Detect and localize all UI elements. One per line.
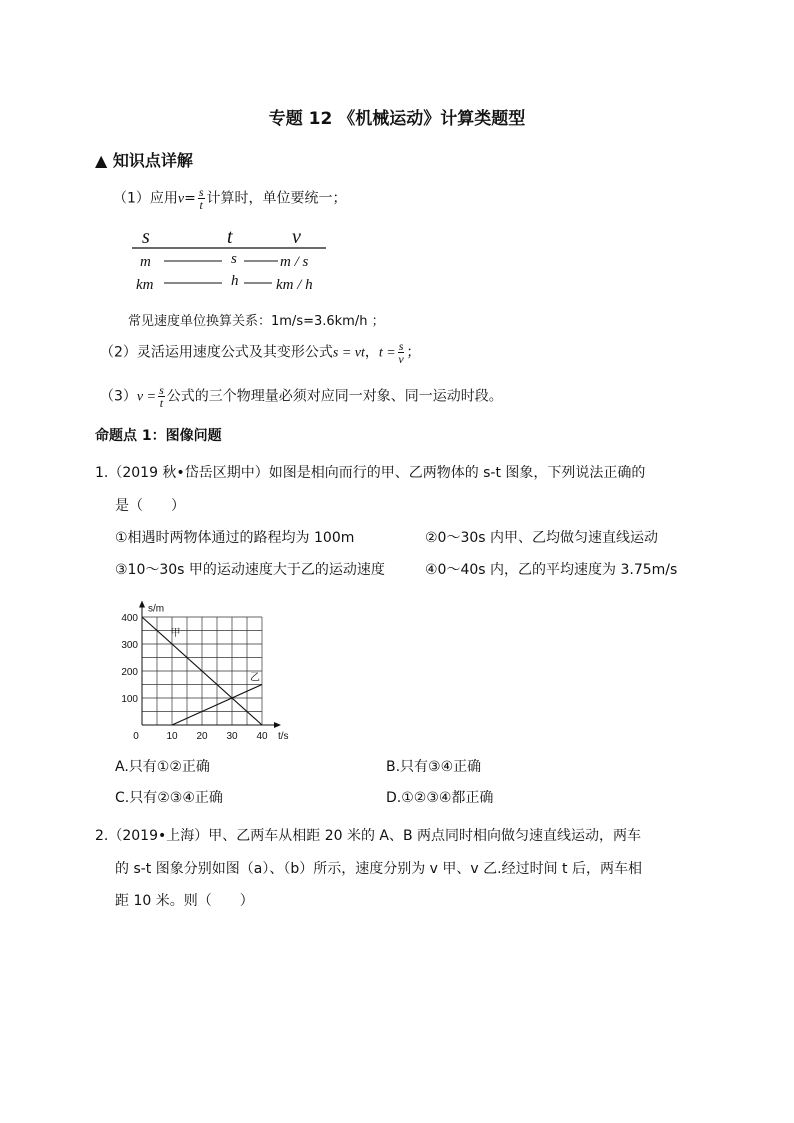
- point-3: [100, 384, 503, 409]
- q1-statement-3: ③10～30s 甲的运动速度大于乙的运动速度: [115, 562, 385, 578]
- fraction-denominator: v: [398, 352, 404, 366]
- series-label-jia: 甲: [170, 627, 181, 639]
- point-3-suffix: 公式的三个物理量必须对应同一对象、同一运动时段。: [166, 388, 503, 405]
- units-header-s: s: [142, 226, 150, 248]
- point-1-eq: =: [184, 190, 196, 207]
- point-2: [100, 340, 420, 365]
- x-axis-arrow: [274, 722, 281, 728]
- units-row1-s: m: [140, 254, 151, 270]
- q1-option-b[interactable]: B.只有③④正确: [386, 759, 482, 775]
- units-header-v: v: [292, 226, 301, 248]
- q1-stem-line2: 是（ ）: [115, 498, 185, 514]
- y-axis-arrow: [139, 601, 145, 608]
- x-tick-label: 40: [256, 731, 268, 742]
- point-1-suffix: 计算时，单位要统一；: [206, 190, 347, 207]
- y-tick-label: 400: [121, 613, 138, 624]
- x-tick-label: 10: [166, 731, 178, 742]
- x-tick-label: 20: [196, 731, 208, 742]
- fraction-denominator: t: [159, 396, 164, 410]
- conversion-note: 常见速度单位换算关系：1m/s=3.6km/h ；: [128, 314, 385, 329]
- q1-stem-line1: 1.（2019 秋•岱岳区期中）如图是相向而行的甲、乙两物体的 s-t 图象，下列说法正确的: [95, 465, 646, 481]
- q1-statement-2: ②0～30s 内甲、乙均做匀速直线运动: [425, 530, 659, 546]
- x-tick-label: 30: [226, 731, 238, 742]
- point-3-v: v =: [136, 389, 157, 405]
- units-table: [130, 222, 330, 294]
- q1-option-a[interactable]: A.只有①②正确: [115, 759, 210, 775]
- q1-option-c[interactable]: C.只有②③④正确: [115, 790, 223, 806]
- fraction-denominator: t: [199, 198, 203, 212]
- section-heading: ▲ 知识点详解: [95, 151, 193, 170]
- q2-line2: 的 s-t 图象分别如图（a）、（b）所示，速度分别为 v 甲、v 乙.经过时间 t 后，两车相: [115, 861, 642, 877]
- point-3-fraction: [158, 384, 165, 409]
- y-tick-label: 100: [121, 694, 138, 705]
- point-1-fraction: [198, 186, 205, 211]
- units-row1-v: m / s: [280, 254, 309, 270]
- y-tick-label: 200: [121, 667, 138, 678]
- topic-1-heading: 命题点 1：图像问题: [95, 428, 222, 444]
- chart-labels: [121, 604, 288, 742]
- units-row2-v: km / h: [276, 277, 313, 293]
- point-1-v: v: [177, 191, 185, 207]
- page-title: 专题 12 《机械运动》计算类题型: [268, 109, 526, 129]
- series-label-yi: 乙: [250, 672, 260, 684]
- point-2-prefix: （2）灵活运用速度公式及其变形公式: [100, 344, 333, 361]
- chart-axes: [139, 601, 281, 728]
- point-1: [113, 186, 347, 211]
- x-tick-label: 0: [133, 731, 139, 742]
- point-2-fraction: [398, 340, 405, 365]
- point-2-t-lhs: t =: [378, 345, 396, 361]
- point-2-sep: ，: [364, 344, 379, 361]
- q1-option-d[interactable]: D.①②③④都正确: [386, 790, 494, 806]
- point-2-suffix: ；: [406, 344, 421, 361]
- st-graph: [112, 594, 297, 744]
- units-row2-s: km: [136, 277, 154, 293]
- q1-statement-4: ④0～40s 内，乙的平均速度为 3.75m/s: [425, 562, 678, 578]
- fraction-numerator: s: [198, 185, 204, 199]
- point-3-prefix: （3）: [100, 388, 137, 405]
- x-axis-label: t/s: [278, 731, 289, 742]
- y-tick-label: 300: [121, 640, 138, 651]
- q2-line3: 距 10 米。则（ ）: [115, 893, 254, 909]
- y-axis-label: s/m: [148, 603, 165, 615]
- fraction-numerator: s: [398, 339, 404, 353]
- units-row1-t: s: [231, 251, 237, 267]
- q2-line1: 2.（2019•上海）甲、乙两车从相距 20 米的 A、B 两点同时相向做匀速直线运动，两车: [95, 828, 642, 844]
- point-1-prefix: （1）应用: [113, 190, 178, 207]
- fraction-numerator: s: [159, 383, 164, 397]
- point-2-formula: s = vt: [332, 345, 365, 361]
- units-row2-t: h: [231, 273, 239, 289]
- q1-statement-1: ①相遇时两物体通过的路程均为 100m: [115, 530, 355, 546]
- units-header-t: t: [227, 226, 233, 248]
